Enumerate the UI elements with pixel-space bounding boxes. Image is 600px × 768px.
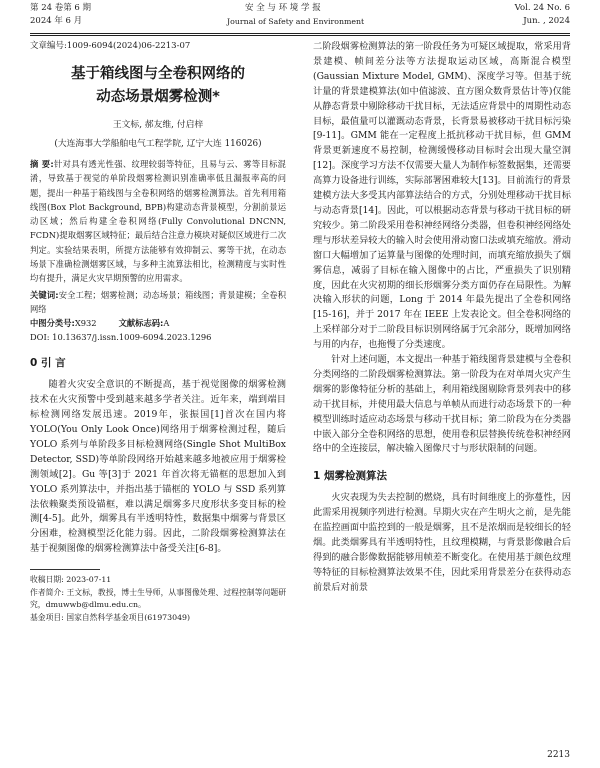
page-number: 2213 <box>547 750 570 760</box>
classification-line <box>30 316 286 330</box>
clc-value: X932 <box>74 318 97 329</box>
footnote-received: 收稿日期: 2023-07-11 <box>30 575 112 585</box>
intro-paragraph: 随着火灾安全意识的不断提高，基于视觉图像的烟雾检测技术在火灾预警中受到越来越多学者关注。近年来，端到端目标检测网络发展迅速。2019年，张振国[1]首次在国内将 YOLO(You Only Look Once)网络用于烟雾检测过程，随后 YOLO 系列与单阶段多目标检测网络(Single Shot MultiBox Detector, SSD)等单阶段网络开始越来越多地被应用于烟雾检测领域[2]。Gu 等[3]于 2021 年首次将无锚框的思想加入到 YOLO 系列算法中，并指出基于锚框的 YOLO 与 SSD 系列算法依赖聚类预设锚框，难以满足烟雾多尺度形状多变目标的检测[4-5]。此外，烟雾具有半透明特性，数据集中烟雾与背景区分困难，检测模型泛化能力弱。因此，二阶段烟雾检测算法在基于视频图像的烟雾检测算法中备受关注[6-8]。 <box>30 379 286 555</box>
header-date-en: Jun. , 2024 <box>523 16 570 26</box>
doc-code-value: A <box>163 318 170 329</box>
header-volume-cn: 第 24 卷第 6 期 <box>30 3 92 13</box>
abstract-label: 摘 要: <box>30 159 54 169</box>
doi: DOI: 10.13637/j.issn.1009-6094.2023.1296 <box>30 332 212 343</box>
article-number: 文章编号:1009-6094(2024)06-2213-07 <box>30 41 191 51</box>
keywords <box>30 288 286 317</box>
footnote-fund: 基金项目: 国家自然科学基金项目(61973049) <box>30 612 191 622</box>
right-column <box>313 40 571 596</box>
header-journal-cn: 安 全 与 环 境 学 报 <box>245 3 321 13</box>
footnote-rule <box>30 569 100 570</box>
right-paragraph-1: 二阶段烟雾检测算法的第一阶段任务为可疑区域提取，常采用背景建模、帧间差分法等方法提取运动区域，高斯混合模型(Gaussian Mixture Model, GMM)、深度学习等。但基于统计量的背景建模算法(如中值滤波、直方图众数背景估计等)仅能从静态背景中剔除移动干扰目标，无法适应背景中的周期性动态目标，最值量可以灌溉动态背景，长背景易被移动干扰目标污染[9-11]。GMM 能在一定程度上抵抗移动干扰目标，但 GMM 背景更新速度不易控制，检测缓慢移动目标时会出现大量空洞[12]。深度学习方法不仅需要大量人为制作标签数据集，还需要高算力设备进行训练，实际部署困难较大[13]。目前流行的背景建模方法大多受其内部算法结合的方式，分别处理移动干扰目标与动态背景[14]。因此，可以根据动态背景与移动干扰目标的研究较少。第二阶段采用卷积神经网络分类器，但卷积神经网络处理与形状差异较大的输入时会使用滑动窗口法或填充缩放。滑动窗口大幅增加了运算量与图像的处理时间，而填充缩放损失了烟雾信息，减弱了目标在输入图像中的占比，严重损失了识别精度，因此在火灾初期的细长形烟雾分类方面仍存在局限性。为解决输入形状的问题，Long 于 2014 年最先提出了全卷积网络[15-16]，并于 2017 年在 IEEE 上发表论文。但全卷积网络的上采样部分对于二阶段目标识别网络属于冗余部分，既增加网络与用的内存，也拖慢了分类速度。 <box>313 41 571 351</box>
title-line-2: 动态场景烟雾检测* <box>96 89 220 105</box>
header-date-cn: 2024 年 6 月 <box>30 16 83 26</box>
paper-title <box>30 63 286 109</box>
keywords-text: 安全工程；烟雾检测；动态场景；箱线图；背景建模；全卷积网络 <box>30 289 286 314</box>
header-rule-thin <box>30 35 570 36</box>
section-1-heading: 1 烟雾检测算法 <box>313 470 387 483</box>
footnote-author-info: 作者简介: 王文标，教授，博士生导师，从事图像处理、过程控制等问题研究，dmuwwb@dlmu.edu.cn。 <box>30 587 286 610</box>
header-journal-en: Journal of Safety and Environment <box>227 17 365 26</box>
right-paragraph-2: 针对上述问题，本文提出一种基于箱线图背景建模与全卷积分类网络的二阶段烟雾检测算法。第一阶段为在对单周火灾产生烟雾的影像特征分析的基础上，利用箱线图剔除背景列表中的移动干扰目标，并使用最大信息与单帧从而进行动态场景下的一种模型训练时适应动态场景与移动干扰目标；第二阶段为在分类器中嵌入部分全卷积网络的思想，使用卷积层替换传统卷积神经网络中的全连接层，解决输入图像尺寸与形状限制的问题。 <box>313 354 571 455</box>
clc-label: 中图分类号: <box>30 318 75 329</box>
header-volume-en: Vol. 24 No. 6 <box>514 3 570 13</box>
authors: 王文标, 郝友维, 付启梓 <box>112 120 204 130</box>
section-1-paragraph: 火灾表现为失去控制的燃烧，具有时间维度上的弥蔓性，因此需采用视频序列进行检测。早期火灾在产生明火之前，是先能在监控画面中监控到的一般是烟雾，且不是浓烟而是较细长的轻烟。此类烟雾具有半透明特性，且纹理模糊，与背景影像融合后得到的融合影像数据能够用帧差不断变化。在使用基于颜色纹理等特征的目标检测算法效果不佳，因此采用背景差分在获得动态前景后对前景 <box>313 492 571 593</box>
abstract <box>30 157 286 286</box>
section-0-heading: 0 引 言 <box>30 357 66 370</box>
running-header <box>30 3 570 33</box>
left-column <box>30 40 286 624</box>
affiliation: (大连海事大学船舶电气工程学院, 辽宁大连 116026) <box>54 139 262 149</box>
doc-code-label: 文献标志码: <box>118 318 164 329</box>
keywords-label: 关键词: <box>30 289 59 300</box>
title-line-1: 基于箱线图与全卷积网络的 <box>71 66 245 82</box>
header-rule <box>30 33 570 34</box>
abstract-text: 针对具有透光性强、纹理较弱等特征，且易与云、雾等目标混淆，导致基于视觉的单阶段烟雾检测识别准确率低且漏报率高的问题，提出一种基于箱线图与全卷积网络的烟雾检测算法。首先利用箱线图(Box Plot Background, BPB)构建动态背景模型，分割前景运动区域；然后构建全卷积网络(Fully Convolutional DNCNN, FCDN)提取烟雾区域特征；最后结合注意力模块对疑似区域进行二次判定。实验结果表明，所提方法能够有效抑制云、雾等干扰，在动态场景下准确检测烟雾区域，与多种主流算法相比，检测精度与实时性均有提升，满足火灾早期预警的应用需求。 <box>30 159 286 284</box>
